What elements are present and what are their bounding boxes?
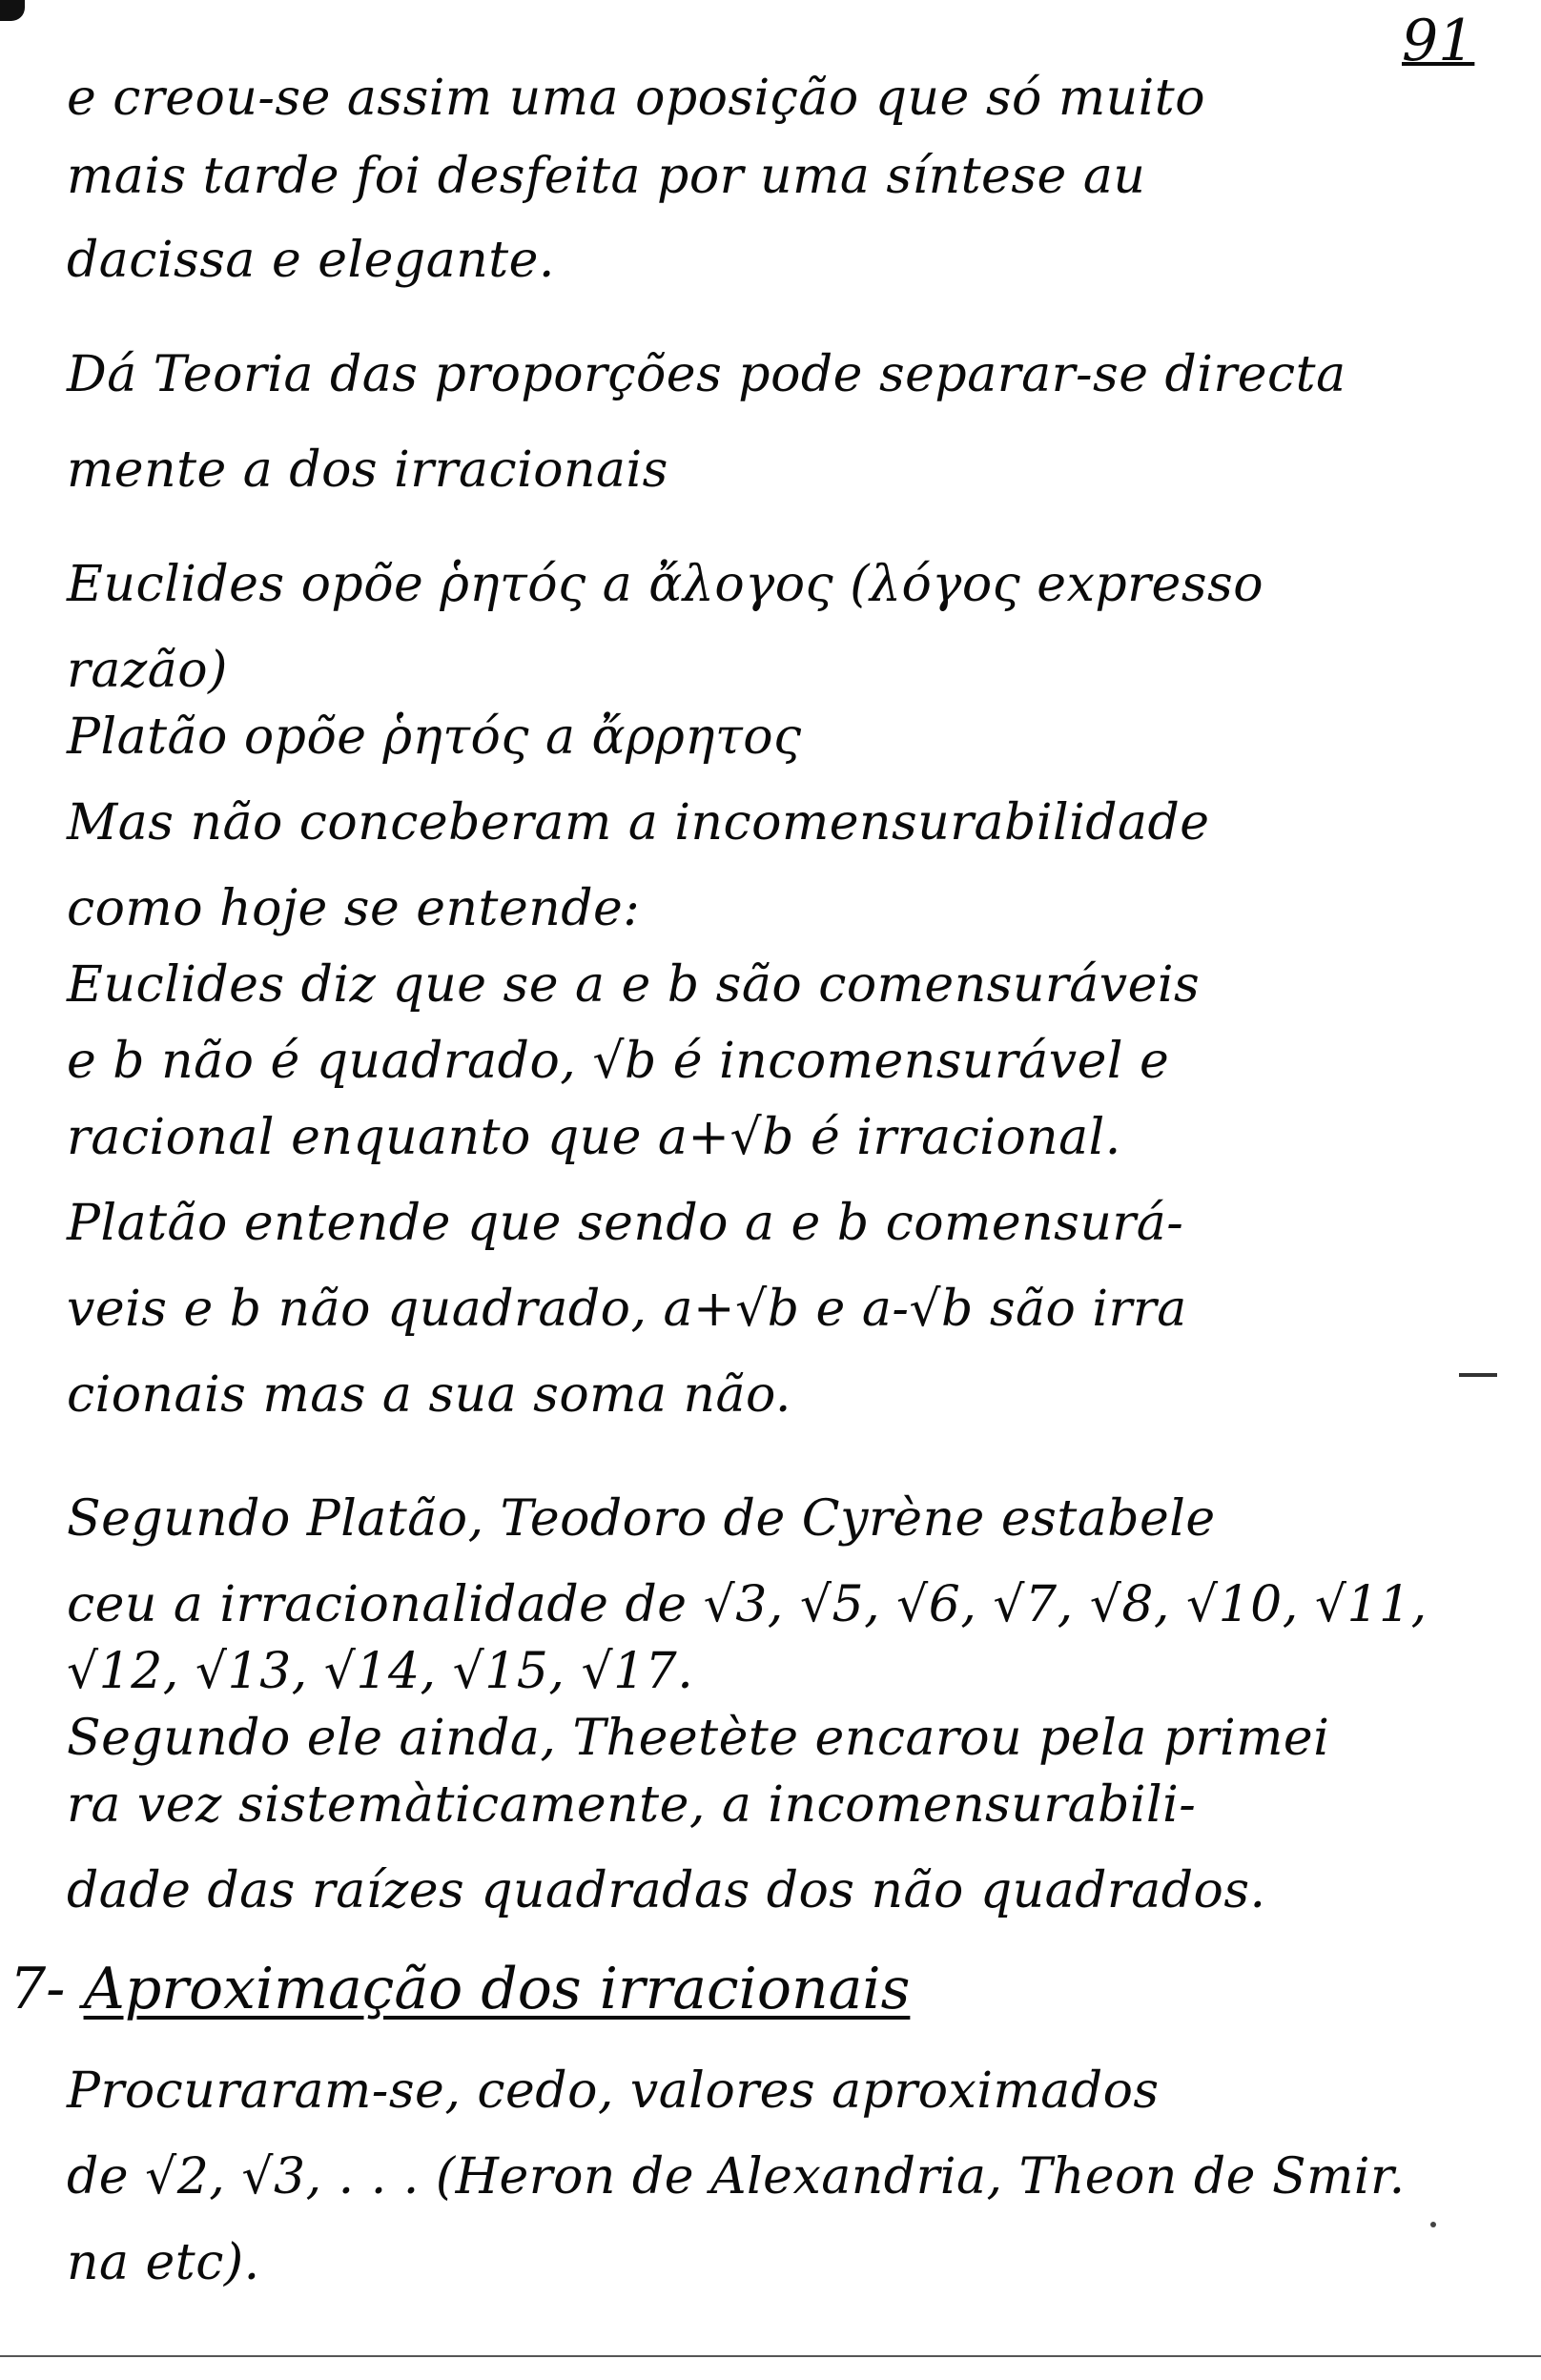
page-bottom-edge (0, 2355, 1541, 2357)
text-line-8: Platão opõe ῥητός a ἄρρητος (67, 708, 802, 766)
text-line-20: Segundo ele ainda, Theetète encarou pela primei (67, 1710, 1330, 1767)
text-line-9: Mas não conceberam a incomensurabilidade (67, 794, 1210, 851)
text-line-1: e creou-se assim uma oposição que só muito (67, 70, 1205, 127)
margin-dash (1459, 1373, 1497, 1377)
page-number: 91 (1402, 8, 1475, 74)
text-line-16: cionais mas a sua soma não. (67, 1366, 791, 1424)
text-line-2: mais tarde foi desfeita por uma síntese au (67, 148, 1146, 205)
ink-dot (1430, 2222, 1436, 2227)
text-line-12: e b não é quadrado, √b é incomensurável e (67, 1033, 1170, 1090)
text-line-22: dade das raízes quadradas dos não quadrados. (67, 1862, 1266, 1919)
text-line-6: Euclides opõe ῥητός a ἄλογος (λόγος expresso (67, 556, 1264, 613)
text-line-7: razão) (67, 642, 228, 699)
text-line-3: dacissa e elegante. (67, 232, 555, 289)
section-line-2: de √2, √3, . . . (Heron de Alexandria, Theon de Smir. (67, 2148, 1406, 2206)
text-line-10: como hoje se entende: (67, 880, 641, 937)
ink-blot-top-left (0, 0, 25, 21)
text-line-14: Platão entende que sendo a e b comensurá- (67, 1195, 1184, 1252)
text-line-15: veis e b não quadrado, a+√b e a-√b são irra (67, 1281, 1187, 1338)
text-line-4: Dá Teoria das proporções pode separar-se directa (67, 346, 1346, 403)
text-line-13: racional enquanto que a+√b é irracional. (67, 1109, 1121, 1166)
section-line-1: Procuraram-se, cedo, valores aproximados (67, 2062, 1160, 2120)
section-line-3: na etc). (67, 2234, 260, 2291)
text-line-21: ra vez sistemàticamente, a incomensurabili- (67, 1776, 1197, 1834)
text-line-17: Segundo Platão, Teodoro de Cyrène estabele (67, 1490, 1216, 1548)
text-line-19: √12, √13, √14, √15, √17. (67, 1643, 694, 1700)
section-title: Aproximação dos irracionais (83, 1956, 911, 2022)
text-line-11: Euclides diz que se a e b são comensuráveis (67, 956, 1201, 1014)
text-line-5: mente a dos irracionais (67, 441, 668, 499)
section-number: 7- (10, 1956, 66, 2022)
section-heading (10, 1953, 910, 2025)
text-line-18: ceu a irracionalidade de √3, √5, √6, √7, √8, √10, √11, (67, 1576, 1428, 1633)
